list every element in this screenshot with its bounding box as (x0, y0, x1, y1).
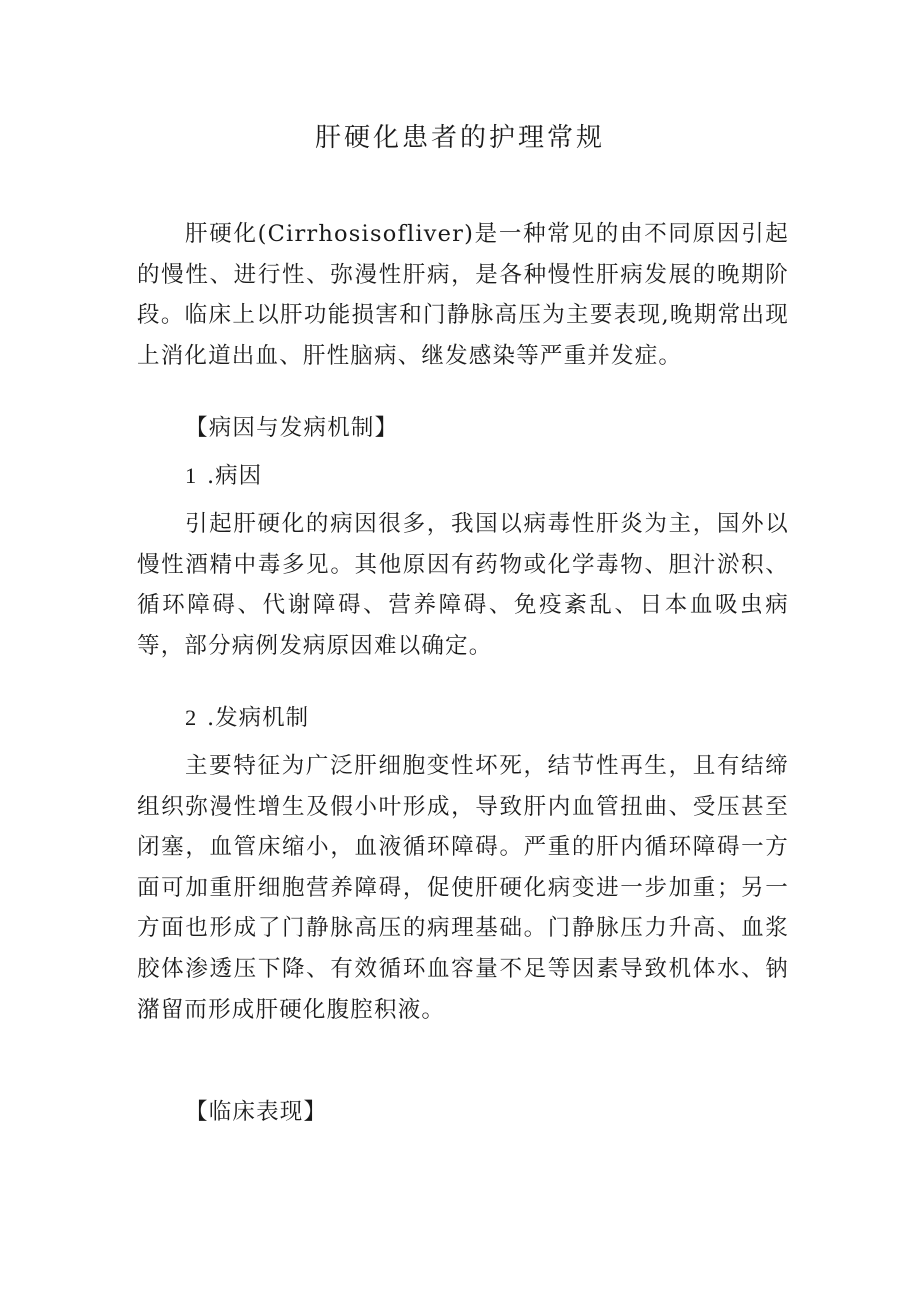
subheading-label: .发病机制 (207, 705, 310, 731)
cause-paragraph: 引起肝硬化的病因很多，我国以病毒性肝炎为主，国外以慢性酒精中毒多见。其他原因有药物或化学毒物、胆汁淤积、循环障碍、代谢障碍、营养障碍、免疫紊乱、日本血吸虫病等，部分病例发病原因难以确定。 (137, 511, 789, 659)
subheading-number: 2 (185, 705, 198, 730)
mechanism-paragraph: 主要特征为广泛肝细胞变性坏死，结节性再生，且有结缔组织弥漫性增生及假小叶形成，导致肝内血管扭曲、受压甚至闭塞，血管床缩小，血液循环障碍。严重的肝内循环障碍一方面可加重肝细胞营养障碍，促使肝硬化病变进一步加重；另一方面也形成了门静脉高压的病理基础。门静脉压力升高、血浆胶体渗透压下降、有效循环血容量不足等因素导致机体水、钠潴留而形成肝硬化腹腔积液。 (137, 753, 789, 1023)
section-heading-clinical: 【临床表现】 (185, 1099, 328, 1125)
intro-paragraph: 肝硬化(Cirrhosisofliver)是一种常见的由不同原因引起的慢性、进行性、弥漫性肝病，是各种慢性肝病发展的晚期阶段。临床上以肝功能损害和门静脉高压为主要表现,晚期常出现上消化道出血、肝性脑病、继发感染等严重并发症。 (137, 221, 789, 369)
subheading-number: 1 (185, 463, 198, 488)
subheading-mechanism (185, 698, 309, 738)
subheading-cause (185, 456, 262, 496)
section-heading-etiology: 【病因与发病机制】 (185, 415, 399, 441)
page-title: 肝硬化患者的护理常规 (314, 123, 605, 153)
subheading-label: .病因 (207, 463, 263, 489)
